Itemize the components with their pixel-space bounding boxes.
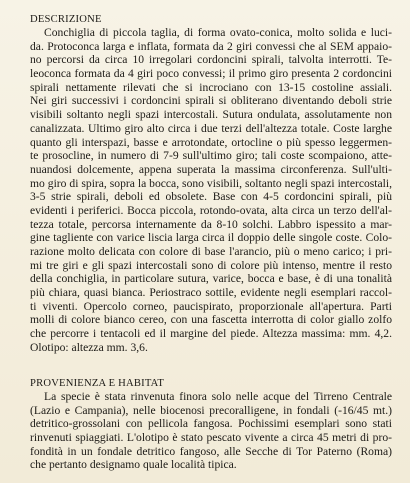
provenance-line: (Lazio e Campania), nelle biocenosi precoralligene, in fondali (-16/45 mt.) [30, 403, 392, 417]
description-line: mi tre giri e gli spazi intercostali sono di colore più intenso, mentre il resto [30, 258, 392, 272]
provenance-section [30, 377, 392, 472]
description-line: gine tagliente con varice liscia larga circa il doppio delle singole coste. Colo- [30, 231, 392, 245]
description-line: più chiara, quasi bianca. Periostraco sottile, evidente negli esemplari raccol- [30, 286, 392, 300]
description-section [30, 13, 392, 355]
provenance-line: La specie è stata rinvenuta finora solo nelle acque del Tirreno Centrale [44, 390, 392, 403]
description-line: visibili soltanto negli spazi intercostali. Sutura ondulata, assolutamente non [30, 108, 392, 122]
description-line: nuandosi dolcemente, appena superata la massima circonferenza. Sull'ulti- [30, 162, 392, 176]
provenance-line: detritico-grossolani con pellicola fangosa. Pochissimi esemplari sono stati [30, 417, 392, 431]
provenance-heading: PROVENIENZA E HABITAT [30, 378, 164, 389]
description-line: no percorsi da circa 10 irregolari cordoncini spirali, talvolta interrotti. Te- [30, 53, 392, 67]
description-line: quanto gli interspazi, basse e arrotondate, ortocline o più spesso leggermen- [30, 135, 392, 149]
description-line: ti viventi. Opercolo corneo, paucispirato, proporzionale all'apertura. Parti [30, 299, 392, 313]
description-line: Nei giri successivi i cordoncini spirali si obliterano diventando deboli strie [30, 94, 392, 108]
description-line: razione molto delicata con colore di base l'arancio, più o meno carico; i pri- [30, 245, 392, 258]
description-line: canalizzata. Ultimo giro alto circa i due terzi dell'altezza totale. Coste larghe [30, 121, 392, 135]
description-line: da. Protoconca larga e inflata, formata da 2 giri convessi che al SEM appaio- [30, 39, 392, 53]
description-line: Conchiglia di piccola taglia, di forma ovato-conica, molto solida e luci- [44, 26, 392, 39]
description-line: che percorre i tentacoli ed il margine del piede. Altezza massima: mm. 4,2. [30, 327, 392, 341]
description-line: tezza totale, percorsa internamente da 8-10 solchi. Labbro ispessito a mar- [30, 217, 392, 231]
provenance-line: fondità in un fondale detritico fangoso, alle Secche di Tor Paterno (Roma) [30, 444, 392, 458]
description-line: mo giro di spira, sopra la bocca, sono visibili, soltanto negli spazi intercostali, [30, 176, 392, 190]
description-line: spirali nettamente rilevati che si incrociano con 13-15 costoline assiali. [30, 80, 392, 94]
description-line: te prosocline, in numero di 7-9 sull'ultimo giro; tali coste scompaiono, atte- [30, 149, 392, 163]
provenance-line: che pertanto designamo quale località tipica. [30, 458, 237, 472]
description-line: della conchiglia, in particolare sutura, varice, bocca e base, è di una tonalità [30, 272, 392, 286]
description-line: evidenti i periferici. Bocca piccola, rotondo-ovata, alta circa un terzo dell'al- [30, 203, 392, 217]
description-heading: DESCRIZIONE [30, 14, 102, 25]
description-line: 3-5 strie spirali, deboli ed obsolete. Base con 4-5 cordoncini spirali, più [30, 190, 392, 204]
description-line: Olotipo: altezza mm. 3,6. [30, 340, 148, 354]
provenance-line: rinvenuti spiaggiati. L'olotipo è stato pescato vivente a circa 45 metri di pro- [30, 431, 392, 445]
description-line: molli di colore bianco cereo, con una fascetta interrotta di color giallo zolfo [30, 313, 392, 327]
description-line: leoconca formata da 4 giri poco convessi; il primo giro presenta 2 cordoncini [30, 67, 392, 81]
